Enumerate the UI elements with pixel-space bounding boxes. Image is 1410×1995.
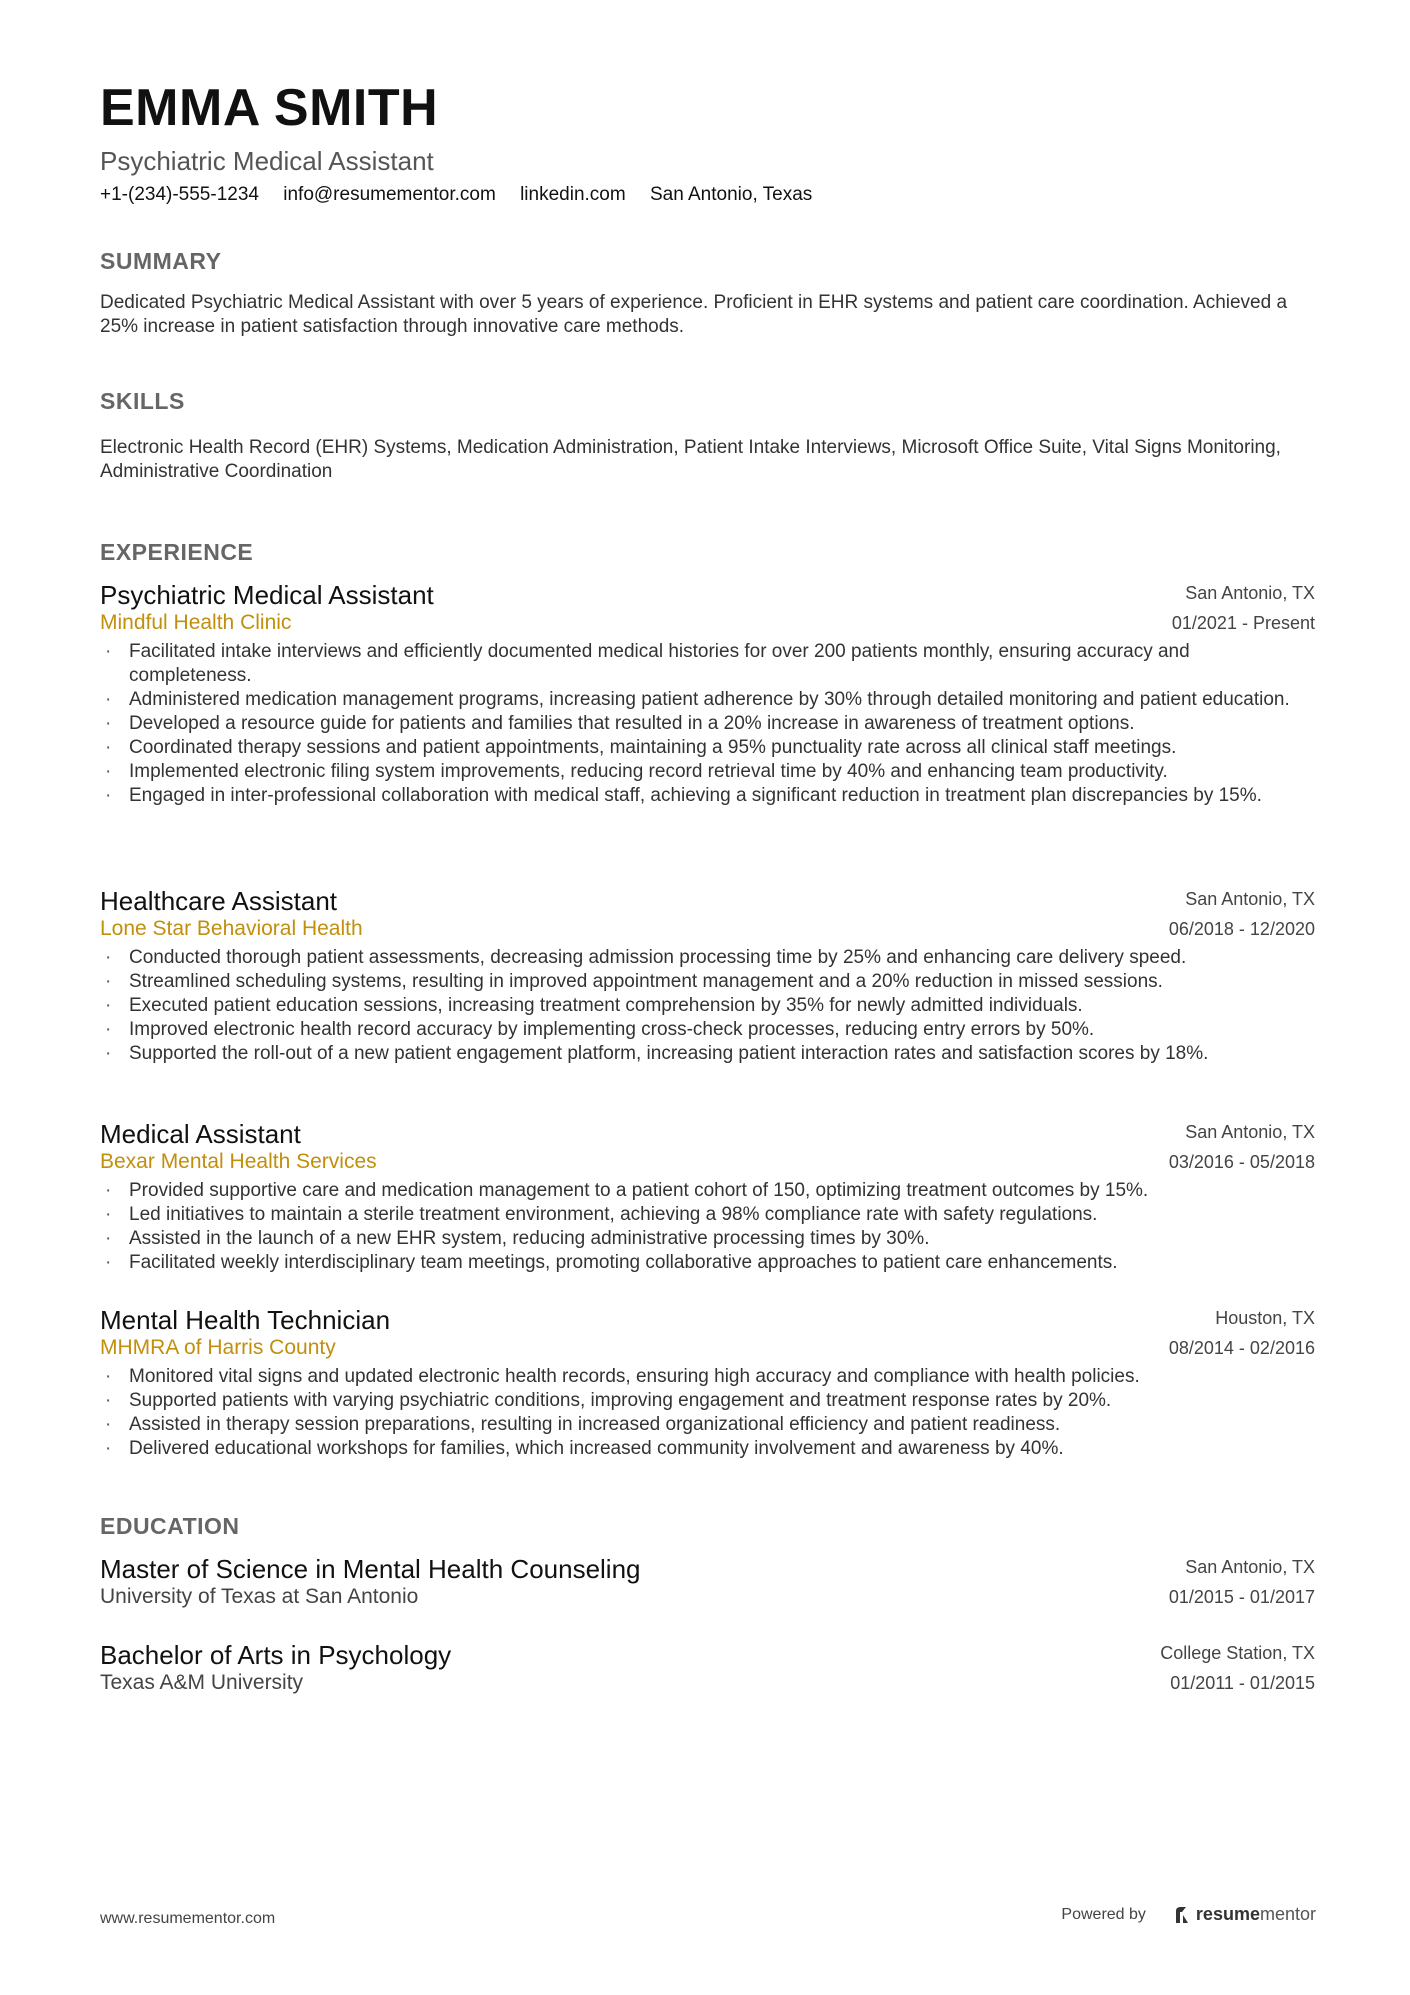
bullet-item: · Provided supportive care and medication management to a patient cohort of 150, optimizing treatment outcomes by 15%. [100,1179,1315,1203]
bullet-item: · Conducted thorough patient assessments, decreasing admission processing time by 25% and enhancing care delivery speed. [100,946,1315,970]
footer-website-link[interactable]: www.resumementor.com [100,1910,276,1927]
degree-title: Master of Science in Mental Health Counseling [100,1554,641,1584]
job-bullets [100,1179,1315,1275]
linkedin-link[interactable]: linkedin.com [520,184,626,205]
email-address[interactable]: info@resumementor.com [283,184,496,205]
job-company: Mindful Health Clinic [100,611,292,634]
summary-text: Dedicated Psychiatric Medical Assistant with over 5 years of experience. Proficient in EHR systems and patient care coordination. Achieved a 25% increase in patient satisfaction through innovative care methods. [100,292,1288,337]
bullet-item: · Supported patients with varying psychiatric conditions, improving engagement and treatment response rates by 20%. [100,1389,1315,1413]
skills-text: Electronic Health Record (EHR) Systems, Medication Administration, Patient Intake Interviews, Microsoft Office Suite, Vital Signs Monitoring, Administrative Coordination [100,437,1281,482]
job-company: Lone Star Behavioral Health [100,917,363,940]
bullet-item: · Facilitated intake interviews and efficiently documented medical histories for over 200 patients monthly, ensuring accuracy and completeness. [100,640,1315,688]
bullet-item: · Facilitated weekly interdisciplinary team meetings, promoting collaborative approaches to patient care enhancements. [100,1251,1315,1275]
bullet-item: · Executed patient education sessions, increasing treatment comprehension by 35% for newly admitted individuals. [100,994,1315,1018]
bullet-item: · Monitored vital signs and updated electronic health records, ensuring high accuracy and compliance with health policies. [100,1365,1315,1389]
job-location: San Antonio, TX [1185,889,1315,909]
education-dates: 01/2015 - 01/2017 [1168,1587,1315,1607]
job-entry [100,580,1315,808]
skills-heading: SKILLS [100,388,185,414]
job-entry [100,1119,1315,1275]
job-role: Psychiatric Medical Assistant [100,580,434,610]
bullet-item: · Assisted in the launch of a new EHR system, reducing administrative processing times by 30%. [100,1227,1315,1251]
job-role: Medical Assistant [100,1119,301,1149]
brand-text-resume: resume [1195,1904,1260,1924]
job-bullets [100,1365,1315,1461]
job-company: Bexar Mental Health Services [100,1150,377,1173]
job-dates: 01/2021 - Present [1171,613,1315,633]
footer-branding [1061,1904,1316,1925]
phone-number: +1-(234)-555-1234 [100,184,259,205]
job-location: San Antonio, TX [1185,1122,1315,1142]
bullet-item: · Assisted in therapy session preparations, resulting in increased organizational efficiency and patient readiness. [100,1413,1315,1437]
location: San Antonio, Texas [649,184,813,205]
job-company: MHMRA of Harris County [100,1336,336,1359]
bullet-item: · Engaged in inter-professional collaboration with medical staff, achieving a significant reduction in treatment plan discrepancies by 15%. [100,784,1315,808]
education-location: College Station, TX [1160,1643,1315,1663]
bullet-item: · Administered medication management programs, increasing patient adherence by 30% through detailed monitoring and patient education. [100,688,1315,712]
education-location: San Antonio, TX [1185,1557,1315,1577]
resumementor-logo[interactable] [1174,1904,1316,1925]
summary-heading: SUMMARY [100,248,222,274]
job-entry [100,1305,1315,1461]
bullet-item: · Implemented electronic filing system improvements, reducing record retrieval time by 40% and enhancing team productivity. [100,760,1315,784]
job-location: San Antonio, TX [1185,583,1315,603]
powered-by-label: Powered by [1061,1905,1146,1923]
school-name: University of Texas at San Antonio [100,1585,419,1608]
brand-text-mentor: mentor [1259,1904,1316,1924]
candidate-name: EMMA SMITH [100,79,439,137]
job-entry [100,886,1315,1066]
experience-heading: EXPERIENCE [100,539,254,565]
degree-title: Bachelor of Arts in Psychology [100,1640,452,1670]
job-dates: 03/2016 - 05/2018 [1168,1152,1315,1172]
job-bullets [100,640,1315,808]
bullet-item: · Delivered educational workshops for families, which increased community involvement and awareness by 40%. [100,1437,1315,1461]
job-dates: 06/2018 - 12/2020 [1168,919,1315,939]
bullet-item: · Streamlined scheduling systems, resulting in improved appointment management and a 20% reduction in missed sessions. [100,970,1315,994]
job-location: Houston, TX [1215,1308,1315,1328]
candidate-title: Psychiatric Medical Assistant [100,146,434,176]
resumementor-logo-icon [1174,1905,1190,1925]
bullet-item: · Led initiatives to maintain a sterile treatment environment, achieving a 98% compliance rate with safety regulations. [100,1203,1315,1227]
bullet-item: · Developed a resource guide for patients and families that resulted in a 20% increase in awareness of treatment options. [100,712,1315,736]
education-dates: 01/2011 - 01/2015 [1170,1673,1315,1693]
bullet-item: · Supported the roll-out of a new patient engagement platform, increasing patient interaction rates and satisfaction scores by 18%. [100,1042,1315,1066]
job-bullets [100,946,1315,1066]
education-heading: EDUCATION [100,1513,240,1539]
bullet-item: · Improved electronic health record accuracy by implementing cross-check processes, reducing entry errors by 50%. [100,1018,1315,1042]
contact-line [100,184,831,206]
school-name: Texas A&M University [100,1671,304,1694]
job-role: Healthcare Assistant [100,886,338,916]
bullet-item: · Coordinated therapy sessions and patient appointments, maintaining a 95% punctuality rate across all clinical staff meetings. [100,736,1315,760]
education-entry [100,1640,1315,1700]
education-entry [100,1554,1315,1614]
job-dates: 08/2014 - 02/2016 [1168,1338,1315,1358]
job-role: Mental Health Technician [100,1305,391,1335]
